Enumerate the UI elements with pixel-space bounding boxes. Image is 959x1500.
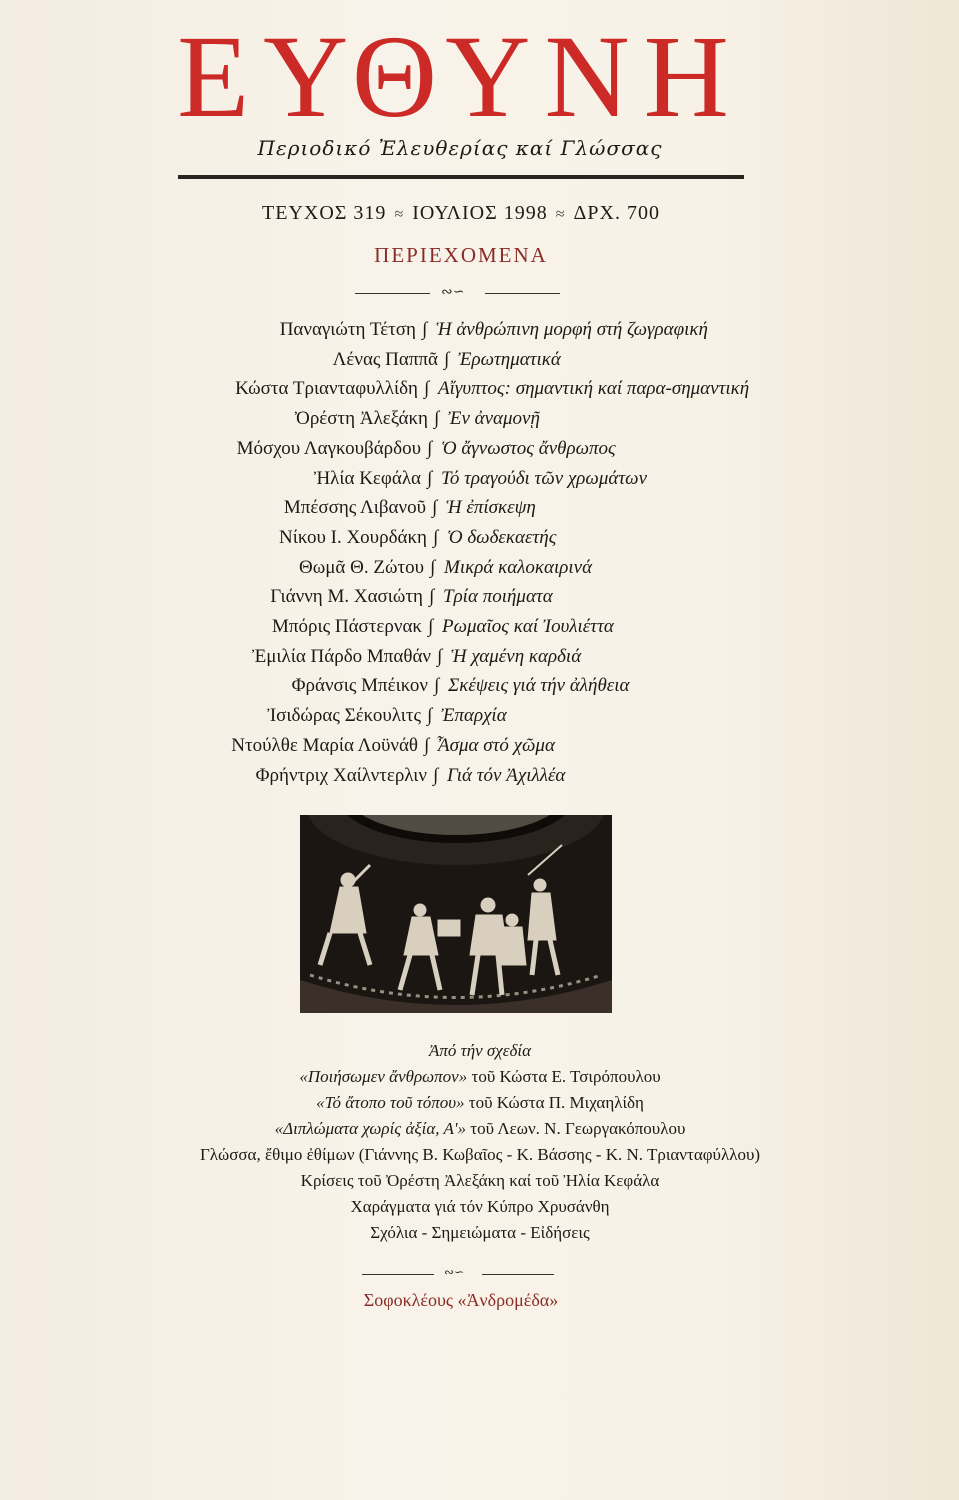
toc-separator: ∫ (428, 616, 434, 637)
toc-author: Θωμᾶ Θ. Ζώτου (299, 556, 424, 578)
toc-author: Παναγιώτη Τέτση (279, 319, 416, 340)
secondary-contents-item (100, 1194, 860, 1220)
secondary-contents-list (100, 1064, 860, 1246)
toc-author: Γιάννη Μ. Χασιώτη (270, 586, 423, 608)
toc-entry (120, 405, 840, 433)
toc-separator: ∫ (433, 764, 439, 786)
item-text: τοῦ Κώστα Π. Μιχαηλίδη (464, 1093, 644, 1112)
secondary-contents-item (100, 1116, 860, 1142)
secondary-contents (100, 1038, 860, 1246)
secondary-contents-item (100, 1090, 860, 1116)
magazine-subtitle: Περιοδικό Ἐλευθερίας καί Γλώσσας (257, 136, 663, 160)
item-title: «Διπλώματα χωρίς ἀξία, Α'» (274, 1119, 467, 1138)
toc-author: Ντούλθε Μαρία Λοϋνάθ (231, 734, 418, 756)
toc-title: Ὁ δωδεκαετής (447, 526, 557, 548)
secondary-contents-item (100, 1064, 860, 1090)
contents-ornament (355, 284, 560, 301)
ornament-icon: ≈ (394, 206, 405, 223)
toc-separator: ∫ (444, 348, 450, 370)
scroll-ornament-icon: ∾∽ (444, 1265, 465, 1279)
toc-separator: ∫ (427, 437, 433, 459)
toc-title: Αἴγυπτος: σημαντική καί παρα-σημαντική (438, 378, 750, 400)
toc-author: Μπόρις Πάστερνακ (272, 616, 422, 637)
toc-separator: ∫ (437, 645, 443, 667)
toc-author: Μπέσσης Λιβανοῦ (283, 497, 426, 519)
toc-title: Μικρά καλοκαιρινά (444, 556, 593, 578)
toc-entry (120, 375, 840, 403)
item-text: Χαράγματα γιά τόν Κύπρο Χρυσάνθη (350, 1197, 610, 1216)
footer-ornament (362, 1265, 554, 1280)
item-text: τοῦ Κώστα Ε. Τσιρόπουλου (467, 1067, 661, 1086)
toc-author: Ἠλία Κεφάλα (313, 467, 421, 489)
toc-entry (120, 494, 840, 522)
masthead (175, 11, 745, 160)
item-text: Σχόλια - Σημειώματα - Εἰδήσεις (370, 1223, 590, 1242)
issue-date: ΙΟΥΛΙΟΣ 1998 (412, 202, 548, 224)
toc-title: Τρία ποιήματα (443, 586, 553, 608)
toc-author: Νίκου Ι. Χουρδάκη (278, 526, 427, 548)
toc-separator: ∫ (434, 408, 440, 430)
ornament-icon: ≈ (555, 206, 566, 223)
contents-heading: ΠΕΡΙΕΧΟΜΕΝΑ (374, 243, 548, 267)
toc-entry (120, 316, 840, 344)
scroll-ornament-icon: ∾∽ (441, 284, 465, 300)
issue-number: ΤΕΥΧΟΣ 319 (262, 202, 387, 224)
item-title: «Ποιήσωμεν ἄνθρωπον» (299, 1067, 468, 1086)
toc-title: Ἡ ἐπίσκεψη (446, 497, 536, 519)
secondary-contents-item (100, 1168, 860, 1194)
issue-info (178, 202, 744, 225)
toc-separator: ∫ (422, 319, 428, 340)
toc-entry (120, 672, 840, 700)
magazine-title: ΕΥΘΥΝΗ (177, 11, 743, 142)
toc-entry (120, 643, 840, 671)
toc-title: Ἐρωτηματικά (458, 348, 561, 370)
toc-author: Ὀρέστη Ἀλεξάκη (294, 408, 428, 430)
issue-price: ΔΡΧ. 700 (573, 202, 660, 224)
toc-title: Ρωμαῖος καί Ἰουλιέττα (442, 616, 614, 637)
toc-title: Ἐν ἀναμονῇ (448, 408, 540, 430)
toc-entry (120, 346, 840, 374)
toc-separator: ∫ (424, 378, 430, 400)
toc-title: Ἐπαρχία (441, 705, 507, 727)
toc-entry (120, 435, 840, 463)
toc-separator: ∫ (424, 734, 430, 756)
item-title: «Τό ἄτοπο τοῦ τόπου» (316, 1093, 465, 1112)
secondary-contents-item (100, 1220, 860, 1246)
toc-author: Ἐμιλία Πάρδο Μπαθάν (252, 645, 431, 667)
item-text: τοῦ Λεων. Ν. Γεωργακόπουλου (466, 1119, 686, 1138)
toc-title: Τό τραγούδι τῶν χρωμάτων (441, 467, 648, 489)
toc-separator: ∫ (427, 705, 433, 727)
toc-author: Φράνσις Μπέικον (291, 675, 428, 697)
toc-entry (120, 554, 840, 582)
toc-title: Σκέψεις γιά τήν ἀλήθεια (448, 675, 630, 697)
vase-painting-image (300, 815, 612, 1013)
ornament-line (482, 1274, 554, 1275)
toc-title: Ἡ χαμένη καρδιά (451, 645, 582, 667)
toc-separator: ∫ (433, 526, 439, 548)
toc-title: Γιά τόν Ἀχιλλέα (447, 764, 566, 786)
toc-author: Ἰσιδώρας Σέκουλιτς (267, 705, 421, 727)
toc-entry (120, 762, 840, 790)
ornament-line (355, 293, 430, 294)
toc-entry (120, 465, 840, 493)
toc-author: Κώστα Τριανταφυλλίδη (235, 378, 418, 400)
ornament-line (362, 1274, 434, 1275)
section-intro: Ἀπό τήν σχεδία (428, 1041, 532, 1060)
toc-title: Ἆσμα στό χῶμα (438, 734, 555, 756)
toc-title: Ἡ ἀνθρώπινη μορφή στή ζωγραφική (436, 319, 708, 340)
toc-separator: ∫ (432, 497, 438, 519)
vase-scene-icon (300, 815, 612, 1013)
toc-entry (120, 583, 840, 611)
toc-entry (120, 732, 840, 760)
ornament-line (485, 293, 560, 294)
toc-separator: ∫ (430, 556, 436, 578)
toc-title: Ὁ ἄγνωστος ἄνθρωπος (441, 437, 616, 459)
cover-caption: Σοφοκλέους «Ἀνδρομέδα» (363, 1290, 559, 1310)
toc-separator: ∫ (434, 675, 440, 697)
toc-author: Λένας Παππᾶ (332, 348, 438, 370)
toc-separator: ∫ (427, 467, 433, 489)
item-text: Γλώσσα, ἔθιμο ἐθίμων (Γιάννης Β. Κωβαῖος - Κ. Βάσσης - Κ. Ν. Τριανταφύλλου) (199, 1145, 761, 1164)
toc-entry (120, 702, 840, 730)
toc-author: Φρήντριχ Χαίλντερλιν (255, 764, 427, 786)
secondary-contents-item (100, 1142, 860, 1168)
toc-entry (120, 613, 840, 641)
toc-separator: ∫ (429, 586, 435, 608)
title-divider (178, 175, 744, 179)
toc-author: Μόσχου Λαγκουβάρδου (236, 437, 421, 459)
item-text: Κρίσεις τοῦ Ὀρέστη Ἀλεξάκη καί τοῦ Ἠλία Κεφάλα (300, 1171, 660, 1190)
toc-entry (120, 524, 840, 552)
